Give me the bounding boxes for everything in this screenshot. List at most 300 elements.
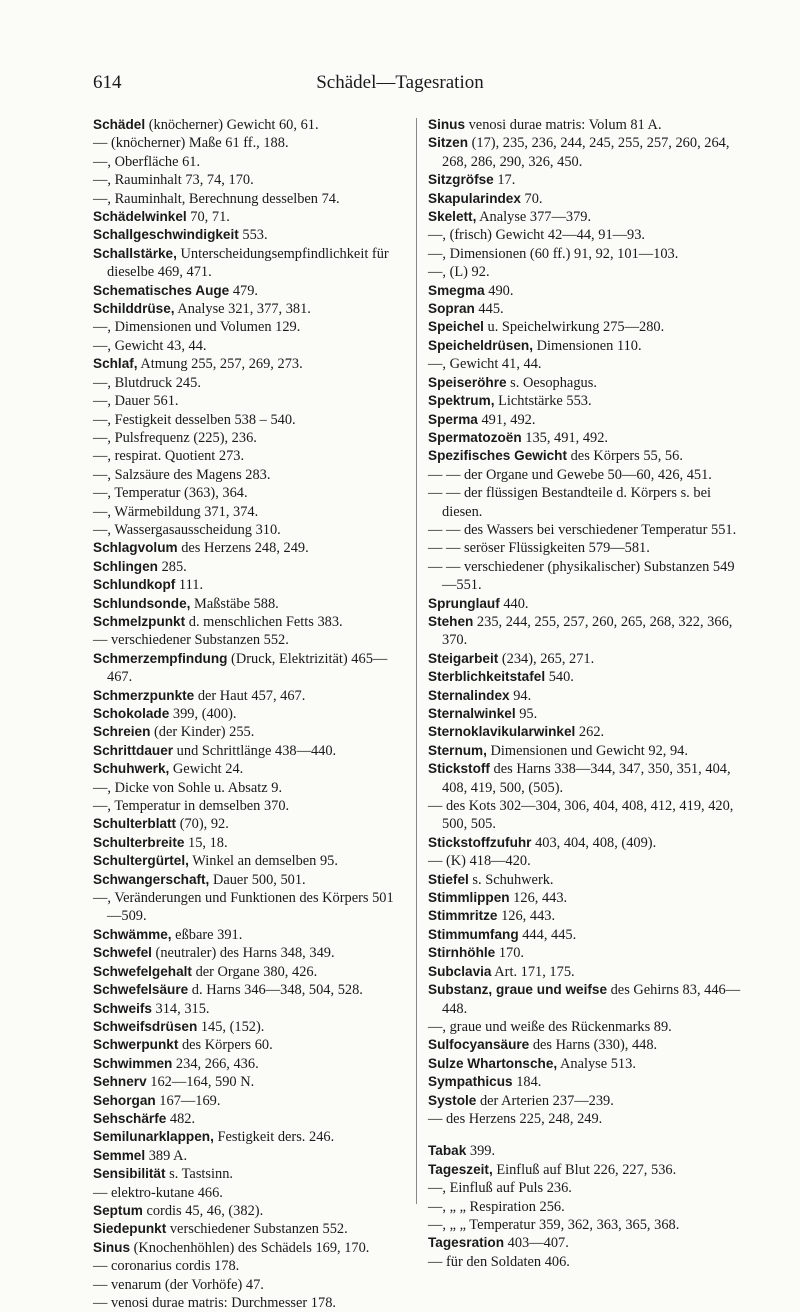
index-entry <box>428 466 748 484</box>
index-text: Einfluß auf Blut 226, 227, 536. <box>492 1161 677 1178</box>
index-entry <box>428 760 748 797</box>
index-text: Analyse 377—379. <box>476 209 592 226</box>
index-entry <box>93 190 405 208</box>
index-text: — des Herzens 225, 248, 249. <box>428 1110 603 1127</box>
index-term: Steigarbeit <box>428 650 499 666</box>
index-text: Winkel an demselben 95. <box>188 853 338 870</box>
index-text: —, Salzsäure des Magens 283. <box>93 466 271 483</box>
index-term: Schreien <box>93 724 151 740</box>
index-text: —, Wärmebildung 371, 374. <box>93 503 259 520</box>
index-text: — — verschiedener (physikalischer) Substanzen 549—551. <box>428 558 735 594</box>
index-text: Dimensionen 110. <box>533 337 642 354</box>
index-term: Stimmritze <box>428 908 498 924</box>
index-text: 399, (400). <box>169 706 237 722</box>
index-entry <box>428 208 748 226</box>
index-entry <box>93 226 405 244</box>
index-term: Septum <box>93 1202 143 1218</box>
index-term: Schwerpunkt <box>93 1037 179 1053</box>
index-text: —, respirat. Quotient 273. <box>93 448 245 465</box>
index-entry <box>93 834 405 852</box>
index-entry <box>428 1092 748 1110</box>
index-text: 135, 491, 492. <box>521 429 609 446</box>
index-entry <box>428 484 748 521</box>
index-term: Skapularindex <box>428 190 521 206</box>
index-term: Schwefelsäure <box>93 982 189 998</box>
index-text: 95. <box>515 706 538 722</box>
index-text: —, Einfluß auf Puls 236. <box>428 1180 572 1197</box>
index-entry <box>428 539 748 557</box>
index-term: Schwefelgehalt <box>93 963 192 979</box>
index-entry <box>428 834 748 852</box>
index-term: Schrittdauer <box>93 742 174 758</box>
index-entry <box>93 944 405 962</box>
index-term: Smegma <box>428 282 485 298</box>
index-term: Skelett, <box>428 209 477 225</box>
index-text: — — des Wassers bei verschiedener Temperatur 551. <box>428 521 737 538</box>
index-text: 167—169. <box>155 1092 221 1109</box>
index-term: Schwimmen <box>93 1055 173 1071</box>
index-term: Spermatozoën <box>428 429 522 445</box>
index-term: Stickstoffzufuhr <box>428 834 532 850</box>
index-entry <box>428 1018 748 1036</box>
index-term: Semmel <box>93 1147 146 1163</box>
index-entry <box>93 429 405 447</box>
index-text: — venosi durae matris: Durchmesser 178. <box>93 1295 336 1311</box>
index-entry <box>428 1179 748 1197</box>
index-entry <box>93 1239 405 1257</box>
index-entry <box>428 705 748 723</box>
index-term: Speiseröhre <box>428 374 507 390</box>
index-entry <box>93 521 405 539</box>
index-entry <box>428 318 748 336</box>
index-text: —, Dimensionen (60 ff.) 91, 92, 101—103. <box>428 245 679 262</box>
index-entry <box>428 521 748 539</box>
index-entry <box>93 558 405 576</box>
index-text: Dimensionen und Gewicht 92, 94. <box>486 742 688 759</box>
index-entry <box>93 852 405 870</box>
index-term: Sehschärfe <box>93 1110 167 1126</box>
index-term: Sprunglauf <box>428 595 500 611</box>
index-entry <box>428 1253 748 1271</box>
index-entry <box>93 1184 405 1202</box>
index-text: 490. <box>484 282 514 299</box>
index-term: Sulze Whartonsche, <box>428 1055 558 1071</box>
index-entry <box>428 963 748 981</box>
index-text: — venarum (der Vorhöfe) 47. <box>93 1276 264 1293</box>
index-term: Schultergürtel, <box>93 853 189 869</box>
index-text: —, Rauminhalt, Berechnung desselben 74. <box>93 190 340 207</box>
index-entry <box>428 797 748 834</box>
index-text: d. Harns 346—348, 504, 528. <box>188 982 363 999</box>
index-entry <box>428 447 748 465</box>
index-entry <box>428 337 748 355</box>
index-text: —, Wassergasausscheidung 310. <box>93 521 281 538</box>
index-term: Sensibilität <box>93 1166 166 1182</box>
index-text: 70. <box>520 190 543 207</box>
index-term: Speicheldrüsen, <box>428 337 534 353</box>
index-entry <box>93 1110 405 1128</box>
index-term: Schokolade <box>93 706 170 721</box>
index-text: u. Speichelwirkung 275—280. <box>483 319 665 336</box>
index-entry <box>428 282 748 300</box>
index-text: —, Gewicht 41, 44. <box>428 356 542 373</box>
index-term: Sehorgan <box>93 1092 156 1108</box>
index-entry <box>93 1202 405 1220</box>
index-entry <box>93 1294 405 1312</box>
index-text: der Organe 380, 426. <box>191 963 318 980</box>
index-entry <box>93 1128 405 1146</box>
index-text: s. Tastsinn. <box>165 1166 234 1183</box>
index-text: 285. <box>157 558 187 575</box>
index-term: Sternum, <box>428 742 487 758</box>
index-text: verschiedener Substanzen 552. <box>166 1221 348 1238</box>
index-text: 553. <box>238 227 268 244</box>
index-term: Sitzgröfse <box>428 172 494 188</box>
index-entry <box>93 687 405 705</box>
index-text: — (knöcherner) Maße 61 ff., 188. <box>93 135 289 152</box>
index-entry <box>93 1018 405 1036</box>
index-term: Schuhwerk, <box>93 761 170 777</box>
index-entry <box>93 208 405 226</box>
index-entry <box>428 374 748 392</box>
column-divider <box>416 118 417 1204</box>
index-entry <box>428 134 748 171</box>
index-entry <box>93 742 405 760</box>
index-entry <box>93 613 405 631</box>
index-entry <box>93 723 405 741</box>
index-text: 540. <box>545 669 574 686</box>
index-text: —, Rauminhalt 73, 74, 170. <box>93 172 254 189</box>
index-entry <box>93 705 405 723</box>
index-entry <box>93 1073 405 1091</box>
index-entry <box>428 429 748 447</box>
index-term: Tabak <box>428 1143 467 1159</box>
index-entry <box>428 1161 748 1179</box>
index-entry <box>428 1073 748 1091</box>
index-entry <box>93 1257 405 1275</box>
index-text: —, Gewicht 43, 44. <box>93 337 207 354</box>
index-entry <box>93 889 405 926</box>
index-entry <box>428 742 748 760</box>
index-text: 235, 244, 255, 257, 260, 265, 268, 322, 366, 370. <box>442 613 733 649</box>
index-text: 94. <box>509 687 532 704</box>
index-term: Stiefel <box>428 871 469 887</box>
index-text: —, Blutdruck 245. <box>93 374 201 391</box>
index-text: (70), 92. <box>176 816 229 833</box>
index-text: Analyse 321, 377, 381. <box>174 301 311 318</box>
index-entry <box>93 1000 405 1018</box>
index-text: Lichtstärke 553. <box>494 393 592 410</box>
index-entry <box>93 871 405 889</box>
index-entry <box>93 392 405 410</box>
index-entry <box>428 1198 748 1216</box>
index-text: (Knochenhöhlen) des Schädels 169, 170. <box>130 1239 370 1256</box>
index-entry <box>428 392 748 410</box>
index-text: 15, 18. <box>184 834 228 851</box>
index-entry <box>428 723 748 741</box>
index-entry <box>93 760 405 778</box>
index-term: Spezifisches Gewicht <box>428 448 568 464</box>
index-entry <box>428 595 748 613</box>
index-text: Atmung 255, 257, 269, 273. <box>137 356 303 373</box>
index-text: —, „ „ Temperatur 359, 362, 363, 365, 368. <box>428 1216 680 1233</box>
index-text: des Harns 338—344, 347, 350, 351, 404, 408, 419, 500, (505). <box>442 761 731 796</box>
index-entry <box>93 1092 405 1110</box>
index-text: —, Dicke von Sohle u. Absatz 9. <box>93 779 283 796</box>
index-term: Stirnhöhle <box>428 945 496 961</box>
index-text: des Körpers 60. <box>178 1037 273 1054</box>
index-term: Schematisches Auge <box>93 282 230 298</box>
index-term: Substanz, graue und weifse <box>428 982 608 998</box>
index-entry <box>428 190 748 208</box>
index-term: Schmerzpunkte <box>93 687 195 703</box>
index-text: — für den Soldaten 406. <box>428 1253 570 1270</box>
index-entry <box>428 245 748 263</box>
index-entry <box>93 337 405 355</box>
index-text: 399. <box>466 1143 496 1160</box>
index-term: Stehen <box>428 613 474 629</box>
index-term: Sterblichkeitstafel <box>428 669 546 685</box>
index-entry <box>428 871 748 889</box>
index-entry <box>93 576 405 594</box>
index-term: Sopran <box>428 301 475 317</box>
index-text: cordis 45, 46, (382). <box>142 1202 264 1219</box>
index-text: venosi durae matris: Volum 81 A. <box>465 117 662 133</box>
index-term: Tagesration <box>428 1235 505 1251</box>
index-text: 162—164, 590 N. <box>146 1074 255 1091</box>
index-text: 403, 404, 408, (409). <box>531 834 657 851</box>
index-text: 234, 266, 436. <box>172 1055 259 1072</box>
index-entry <box>428 926 748 944</box>
index-text: 70, 71. <box>186 209 230 226</box>
index-term: Schlingen <box>93 558 158 574</box>
index-entry <box>93 1165 405 1183</box>
index-text: 170. <box>495 945 524 962</box>
index-text: 491, 492. <box>477 411 536 428</box>
index-entry <box>428 1110 748 1128</box>
index-entry <box>93 1276 405 1294</box>
index-text: des Gehirns 83, 446—448. <box>442 982 741 1017</box>
index-term: Schmelzpunkt <box>93 613 186 629</box>
index-term: Schallgeschwindigkeit <box>93 227 239 243</box>
index-entry <box>428 1036 748 1054</box>
index-text: Analyse 513. <box>557 1055 636 1072</box>
index-term: Schulterblatt <box>93 816 177 832</box>
index-text: 126, 443. <box>509 890 568 907</box>
index-term: Schädelwinkel <box>93 209 187 225</box>
index-term: Schlundkopf <box>93 577 176 593</box>
index-text: —, Dauer 561. <box>93 393 179 410</box>
index-entry <box>93 650 405 687</box>
index-text: Maßstäbe 588. <box>190 595 279 612</box>
index-entry <box>428 1216 748 1234</box>
index-text: (234), 265, 271. <box>498 650 595 667</box>
index-term: Sinus <box>93 1239 131 1255</box>
index-term: Schallstärke, <box>93 245 177 261</box>
index-entry <box>93 797 405 815</box>
index-column-right <box>428 116 748 1271</box>
index-term: Stimmlippen <box>428 890 510 906</box>
index-text: 389 A. <box>145 1147 188 1164</box>
running-head: Schädel—Tagesration <box>316 72 484 93</box>
index-entry <box>93 153 405 171</box>
index-text: (der Kinder) 255. <box>150 724 255 741</box>
index-entry <box>428 1234 748 1252</box>
index-term: Tageszeit, <box>428 1161 493 1177</box>
index-text: 126, 443. <box>497 908 556 925</box>
index-term: Spektrum, <box>428 393 495 409</box>
index-text: 479. <box>229 282 259 299</box>
index-text: —, Festigkeit desselben 538 – 540. <box>93 411 296 428</box>
index-entry <box>93 282 405 300</box>
index-entry <box>428 1055 748 1073</box>
index-text: —, Pulsfrequenz (225), 236. <box>93 429 257 446</box>
index-term: Sperma <box>428 411 478 427</box>
index-term: Speichel <box>428 319 484 335</box>
index-text: Dauer 500, 501. <box>209 871 306 888</box>
index-text: — elektro-kutane 466. <box>93 1184 223 1201</box>
index-text: — — der flüssigen Bestandteile d. Körpers s. bei diesen. <box>428 485 711 520</box>
index-text: 444, 445. <box>518 926 577 943</box>
index-entry <box>428 226 748 244</box>
index-text: 111. <box>175 577 204 594</box>
index-text: —, Veränderungen und Funktionen des Körpers 501—509. <box>93 890 394 925</box>
index-entry <box>428 355 748 373</box>
index-entry <box>93 447 405 465</box>
index-term: Schädel <box>93 117 146 132</box>
index-entry <box>93 1036 405 1054</box>
index-text: 440. <box>499 595 529 612</box>
index-entry <box>428 116 748 134</box>
index-entry <box>93 171 405 189</box>
index-text: — (K) 418—420. <box>428 853 531 870</box>
index-text: —, Dimensionen und Volumen 129. <box>93 319 301 336</box>
index-text: 145, (152). <box>197 1018 265 1035</box>
index-text: s. Oesophagus. <box>506 374 597 391</box>
index-entry <box>428 171 748 189</box>
index-term: Stimmumfang <box>428 926 519 942</box>
index-entry <box>93 355 405 373</box>
index-text: (neutraler) des Harns 348, 349. <box>151 945 335 962</box>
index-term: Schmerzempfindung <box>93 650 228 666</box>
index-text: und Schrittlänge 438—440. <box>173 742 337 759</box>
index-text: — des Kots 302—304, 306, 404, 408, 412, 419, 420, 500, 505. <box>428 798 734 833</box>
index-text: 17. <box>493 172 516 189</box>
index-term: Schulterbreite <box>93 834 185 850</box>
index-text: Festigkeit ders. 246. <box>213 1129 335 1146</box>
index-text: 262. <box>575 724 605 741</box>
index-entry <box>93 484 405 502</box>
index-text: des Harns (330), 448. <box>529 1037 658 1054</box>
index-entry <box>428 263 748 281</box>
index-term: Semilunarklappen, <box>93 1129 214 1145</box>
index-term: Stickstoff <box>428 761 490 777</box>
index-text: — verschiedener Substanzen 552. <box>93 632 289 649</box>
index-text: —, graue und weiße des Rückenmarks 89. <box>428 1018 672 1035</box>
index-text: —, Temperatur in demselben 370. <box>93 798 290 815</box>
index-term: Subclavia <box>428 963 492 979</box>
index-entry <box>93 134 405 152</box>
page-number: 614 <box>93 72 122 93</box>
index-text: —, Temperatur (363), 364. <box>93 485 248 502</box>
index-entry <box>93 779 405 797</box>
index-entry <box>93 595 405 613</box>
index-term: Schweifsdrüsen <box>93 1018 198 1034</box>
index-entry <box>93 963 405 981</box>
index-term: Schweifs <box>93 1000 152 1016</box>
index-entry <box>428 852 748 870</box>
index-term: Sitzen <box>428 135 469 151</box>
index-term: Sehnerv <box>93 1074 147 1090</box>
index-term: Schlundsonde, <box>93 595 191 611</box>
index-entry <box>93 300 405 318</box>
index-entry <box>428 300 748 318</box>
index-entry <box>93 631 405 649</box>
index-text: — — seröser Flüssigkeiten 579—581. <box>428 540 650 557</box>
index-entry <box>428 650 748 668</box>
index-text: —, (frisch) Gewicht 42—44, 91—93. <box>428 227 646 244</box>
index-term: Sternalwinkel <box>428 706 516 721</box>
index-term: Schlagvolum <box>93 540 178 556</box>
index-entry <box>428 907 748 925</box>
index-text: —, (L) 92. <box>428 264 490 281</box>
index-entry <box>93 318 405 336</box>
index-term: Sternalindex <box>428 687 510 703</box>
index-entry <box>428 944 748 962</box>
index-text: eßbare 391. <box>171 926 243 943</box>
index-text: (17), 235, 236, 244, 245, 255, 257, 260, 264, 268, 286, 290, 326, 450. <box>442 135 730 170</box>
index-text: 314, 315. <box>151 1000 210 1017</box>
index-term: Sympathicus <box>428 1074 513 1090</box>
index-entry <box>428 558 748 595</box>
index-text: des Körpers 55, 56. <box>567 448 683 465</box>
index-text: d. menschlichen Fetts 383. <box>185 613 343 630</box>
index-entry <box>428 411 748 429</box>
index-column-left <box>93 116 405 1312</box>
index-text: des Herzens 248, 249. <box>177 540 309 557</box>
index-entry <box>93 926 405 944</box>
index-term: Schwämme, <box>93 926 172 942</box>
index-text: — coronarius cordis 178. <box>93 1258 240 1275</box>
index-entry <box>428 1142 748 1160</box>
index-text: — — der Organe und Gewebe 50—60, 426, 451. <box>428 466 712 483</box>
index-term: Sulfocyansäure <box>428 1037 530 1053</box>
index-text: s. Schuhwerk. <box>468 871 554 888</box>
index-text: 482. <box>166 1110 196 1127</box>
index-term: Sternoklavikularwinkel <box>428 724 576 740</box>
index-term: Schlaf, <box>93 356 138 372</box>
index-text: der Arterien 237—239. <box>476 1092 614 1109</box>
index-text: —, „ „ Respiration 256. <box>428 1198 565 1215</box>
index-entry <box>93 1220 405 1238</box>
index-text: —, Oberfläche 61. <box>93 153 201 170</box>
page-header <box>0 72 800 102</box>
index-entry <box>93 411 405 429</box>
index-term: Schwangerschaft, <box>93 871 210 887</box>
index-term: Systole <box>428 1092 477 1108</box>
index-term: Sinus <box>428 117 466 132</box>
index-entry <box>93 503 405 521</box>
index-text: 403—407. <box>504 1235 569 1252</box>
index-entry <box>93 245 405 282</box>
index-entry <box>428 981 748 1018</box>
index-term: Siedepunkt <box>93 1221 167 1237</box>
index-entry <box>93 116 405 134</box>
index-text: Unterscheidungsempfindlichkeit für dieselbe 469, 471. <box>107 245 389 281</box>
index-entry <box>93 1147 405 1165</box>
index-text: (Druck, Elektrizität) 465—467. <box>107 650 388 686</box>
index-entry <box>428 889 748 907</box>
